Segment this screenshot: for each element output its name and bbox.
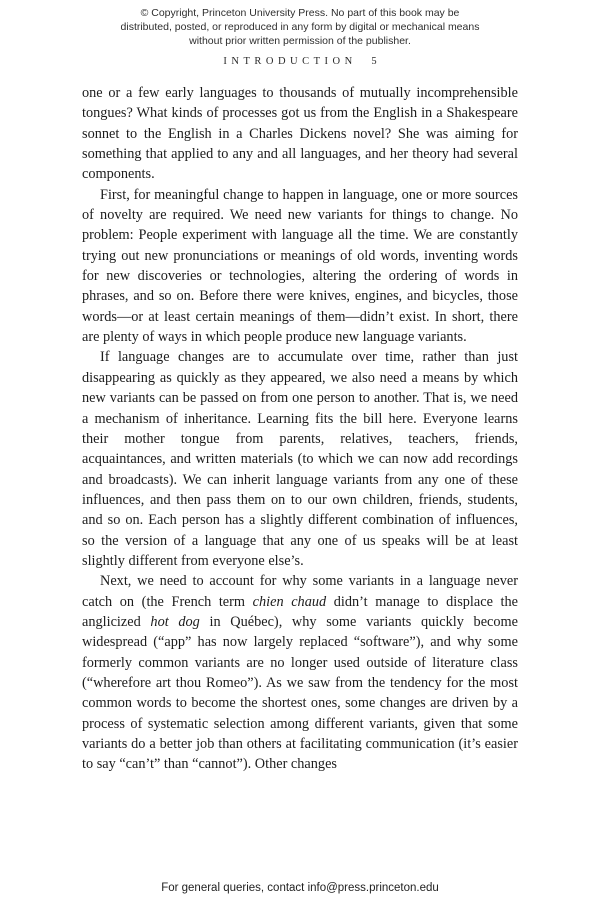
text-segment: in Québec), why some variants quickly become widespread (“app” has now largely replaced “software”), and why some formerly common variants are no longer used outside of literature class (“wherefore art thou Romeo”). As we saw from the tendency for the most common words to become the shortest ones, some changes are driven by a process of systematic selection among different variants, given that some variants do a better job than others at facilitating communication (it’s easier to say “can’t” than “cannot”). Other changes: [82, 613, 518, 773]
body-text: [82, 83, 518, 775]
text-segment: one or a few early languages to thousands of mutually incomprehensible tongues? What kinds of processes got us from the English in a Shakespeare sonnet to the English in a Charles Dickens novel? She was aiming for something that applied to any and all languages, and her theory had several components.: [82, 85, 518, 183]
running-header-page-number: 5: [371, 56, 377, 67]
paragraph: [82, 347, 518, 571]
paragraph: [82, 185, 518, 348]
text-segment: Next, we need to account for why some variants in a language never catch on (the French term: [82, 573, 518, 610]
running-header: [0, 56, 600, 67]
text-segment: didn’t manage to displace the anglicized: [82, 593, 518, 630]
italic-term: chien chaud: [252, 593, 327, 610]
footer-contact: For general queries, contact info@press.princeton.edu: [161, 882, 439, 894]
italic-term: hot dog: [150, 613, 200, 630]
paragraph: [82, 571, 518, 774]
text-segment: If language changes are to accumulate over time, rather than just disappearing as quickly as they appeared, we also need a means by which new variants can be passed on from one person to another. That is, we need a mechanism of inheritance. Learning fits the bill here. Everyone learns their mother tongue from parents, relatives, teachers, friends, acquaintances, and written materials (to which we can now add recordings and broadcasts). We can inherit language variants from any one of these influences, and then pass them on to our own children, friends, students, and so on. Each person has a slightly different combination of influences, so the version of a language that any one of us speaks will be at least slightly different from everyone else’s.: [82, 349, 518, 569]
running-header-title: INTRODUCTION: [223, 56, 357, 67]
text-segment: First, for meaningful change to happen in language, one or more sources of novelty are required. We need new variants for things to change. No problem: People experiment with language all the time. We are constantly trying out new pronunciations or meanings of old words, inventing words for new discoveries or technologies, altering the ordering of words in phrases, and so on. Before there were knives, engines, and bicycles, those words—or at least certain meanings of them—didn’t exist. In short, there are plenty of ways in which people produce new language variants.: [82, 186, 518, 346]
paragraph: [82, 83, 518, 185]
copyright-notice: © Copyright, Princeton University Press. No part of this book may be distributed, posted, or reproduced in any form by digital or mechanical means without prior written permission of the publisher.: [120, 7, 480, 47]
